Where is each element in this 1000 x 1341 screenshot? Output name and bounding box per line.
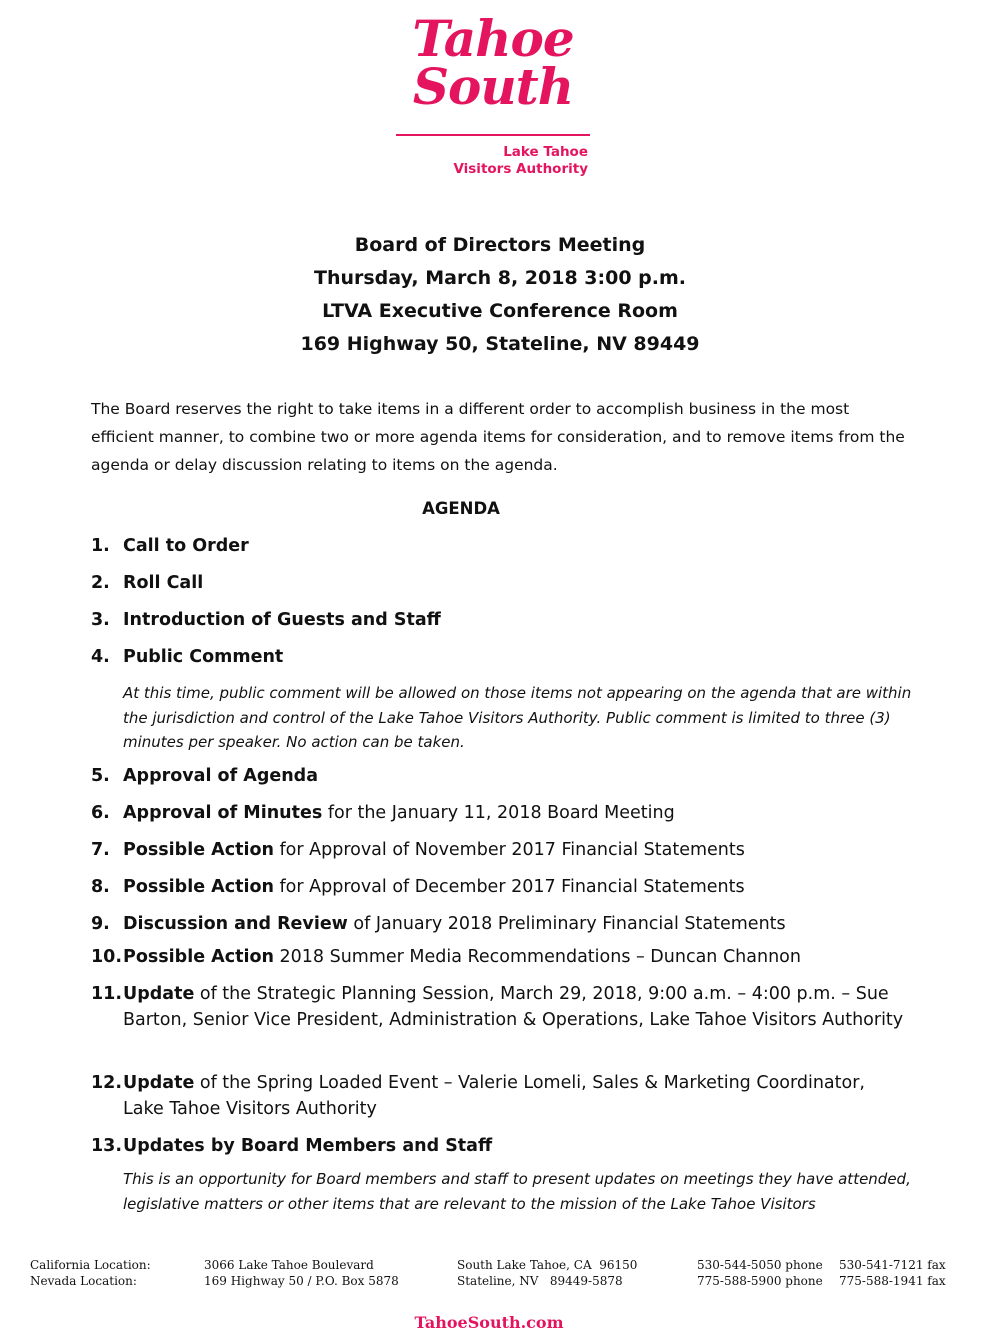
- footer-nv-fax: 775-588-1941 fax: [839, 1274, 946, 1288]
- footer-ca-city: South Lake Tahoe, CA 96150: [457, 1258, 638, 1272]
- logo-subtitle-line2: Visitors Authority: [453, 161, 588, 177]
- agenda-item: [91, 570, 911, 596]
- agenda-item: [91, 644, 911, 670]
- agenda-item-number: 8.: [91, 877, 110, 897]
- agenda-item-title: Discussion and Review: [123, 914, 348, 934]
- logo: [396, 6, 590, 180]
- footer-faxes: [839, 1257, 946, 1289]
- agenda-item-title: Possible Action: [123, 947, 274, 967]
- footer-phones: [697, 1257, 823, 1289]
- agenda-item-detail: for Approval of December 2017 Financial Statements: [273, 877, 745, 897]
- agenda-item-title: Public Comment: [123, 647, 284, 667]
- agenda-item-title: Updates by Board Members and Staff: [123, 1136, 493, 1156]
- agenda-item: [91, 607, 911, 633]
- logo-divider: [396, 134, 590, 136]
- agenda-item-title: Introduction of Guests and Staff: [123, 610, 441, 630]
- agenda-item-detail: of the Strategic Planning Session, March 29, 2018, 9:00 a.m. – 4:00 p.m. – Sue Barton, Senior Vice President, Administration & Operations, Lake Tahoe Visitors Authority: [123, 984, 904, 1030]
- agenda-item-number: 10.: [91, 947, 123, 967]
- agenda-title: AGENDA: [422, 499, 500, 518]
- agenda-item: [91, 874, 911, 900]
- agenda-item: [91, 911, 911, 937]
- footer-nv-phone: 775-588-5900 phone: [697, 1274, 823, 1288]
- agenda-item-number: 13.: [91, 1136, 123, 1156]
- logo-word-tahoe: Tahoe: [412, 9, 574, 68]
- agenda-item-number: 7.: [91, 840, 110, 860]
- footer-streets: [204, 1257, 399, 1289]
- agenda-item: [91, 837, 911, 863]
- logo-word-south: South: [412, 57, 574, 116]
- agenda-item-detail: of the Spring Loaded Event – Valerie Lomeli, Sales & Marketing Coordinator, Lake Tahoe Visitors Authority: [123, 1073, 865, 1119]
- agenda-item-title: Approval of Minutes: [123, 803, 323, 823]
- agenda-item-number: 9.: [91, 914, 110, 934]
- agenda-item-title: Roll Call: [123, 573, 204, 593]
- agenda-item: [91, 1133, 911, 1159]
- meeting-heading: [0, 229, 1000, 361]
- agenda-item-number: 2.: [91, 573, 110, 593]
- agenda-item-detail: for the January 11, 2018 Board Meeting: [322, 803, 675, 823]
- agenda-item-title: Possible Action: [123, 840, 274, 860]
- agenda-item: [91, 1070, 911, 1122]
- agenda-item: [91, 944, 911, 970]
- intro-paragraph: The Board reserves the right to take items in a different order to accomplish business in the most efficient manner, to combine two or more agenda items for consideration, and to remove items from the agenda or delay discussion relating to items on the agenda.: [91, 400, 905, 474]
- agenda-item-detail: of January 2018 Preliminary Financial Statements: [347, 914, 786, 934]
- agenda-item-number: 4.: [91, 647, 110, 667]
- footer-ca-phone: 530-544-5050 phone: [697, 1258, 823, 1272]
- public-comment-note: At this time, public comment will be allowed on those items not appearing on the agenda that are within the jurisdiction and control of the Lake Tahoe Visitors Authority. Public comment is limited to three (3) minutes per speaker. No action can be taken.: [123, 684, 912, 751]
- agenda-item: [91, 763, 911, 789]
- footer-nv-label: Nevada Location:: [30, 1274, 137, 1288]
- footer-labels: [30, 1257, 151, 1289]
- meeting-address: 169 Highway 50, Stateline, NV 89449: [300, 333, 700, 355]
- agenda-item-number: 11.: [91, 984, 123, 1004]
- footer-ca-fax: 530-541-7121 fax: [839, 1258, 946, 1272]
- footer-nv-city: Stateline, NV 89449-5878: [457, 1274, 623, 1288]
- logo-subtitle-line1: Lake Tahoe: [503, 144, 588, 160]
- meeting-room: LTVA Executive Conference Room: [322, 300, 678, 322]
- agenda-item-detail: for Approval of November 2017 Financial Statements: [273, 840, 745, 860]
- agenda-item-title: Update: [123, 1073, 195, 1093]
- agenda-item-title: Update: [123, 984, 195, 1004]
- agenda-item-title: Call to Order: [123, 536, 249, 556]
- agenda-item-number: 5.: [91, 766, 110, 786]
- website-link[interactable]: TahoeSouth.com: [414, 1313, 564, 1332]
- footer-nv-street: 169 Highway 50 / P.O. Box 5878: [204, 1274, 399, 1288]
- footer-ca-street: 3066 Lake Tahoe Boulevard: [204, 1258, 374, 1272]
- agenda-item: [91, 800, 911, 826]
- meeting-title: Board of Directors Meeting: [354, 234, 646, 256]
- agenda-item-number: 3.: [91, 610, 110, 630]
- meeting-date: Thursday, March 8, 2018 3:00 p.m.: [313, 267, 687, 289]
- agenda-item-number: 6.: [91, 803, 110, 823]
- agenda-item-title: Possible Action: [123, 877, 274, 897]
- agenda-item-number: 1.: [91, 536, 110, 556]
- footer-cities: [457, 1257, 637, 1289]
- agenda-item-number: 12.: [91, 1073, 123, 1093]
- updates-note: This is an opportunity for Board members and staff to present updates on meetings they have attended, legislative matters or other items that are relevant to the mission of the Lake Tahoe Visitors: [123, 1170, 911, 1213]
- agenda-item: [91, 981, 911, 1033]
- footer-ca-label: California Location:: [30, 1258, 151, 1272]
- agenda-item-title: Approval of Agenda: [123, 766, 319, 786]
- agenda-item-detail: 2018 Summer Media Recommendations – Duncan Channon: [273, 947, 801, 967]
- agenda-item: [91, 533, 911, 559]
